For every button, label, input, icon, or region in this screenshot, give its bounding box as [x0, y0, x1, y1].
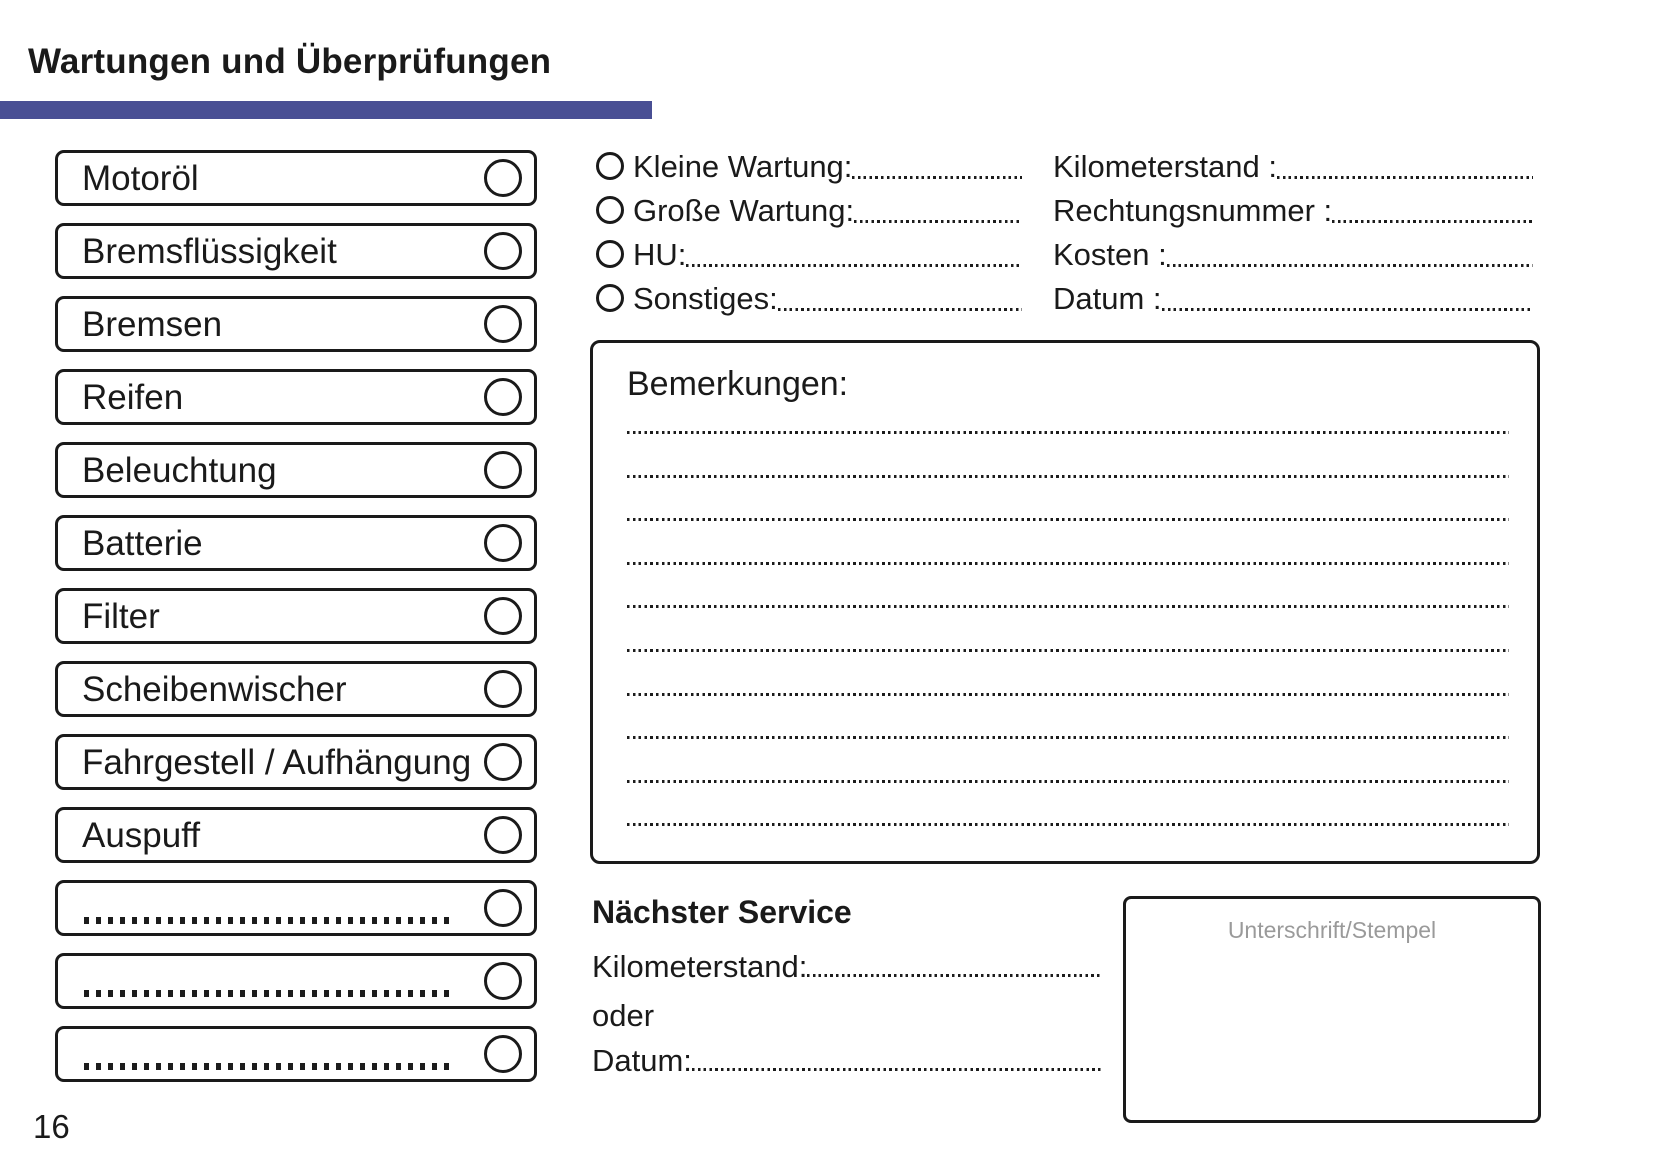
- title-underline-bar: [0, 101, 652, 119]
- check-circle[interactable]: [484, 597, 522, 635]
- checklist-item-label: Beleuchtung: [82, 450, 277, 490]
- checklist-item-label: Fahrgestell / Aufhängung: [82, 742, 472, 782]
- checklist-item-beleuchtung: [55, 442, 537, 498]
- remarks-box: [590, 340, 1540, 864]
- checklist-item-label: Bremsflüssigkeit: [82, 231, 337, 271]
- checklist-item-label: Motoröl: [82, 158, 199, 198]
- next-service-title: Nächster Service: [592, 894, 852, 930]
- check-circle[interactable]: [484, 524, 522, 562]
- fill-in-line: [778, 308, 1022, 311]
- ruled-line: [627, 736, 1509, 739]
- fill-in-line: [1277, 176, 1533, 179]
- ruled-line: [627, 823, 1509, 826]
- field-kilometerstand: [1053, 146, 1533, 186]
- radio-circle[interactable]: [596, 196, 624, 224]
- ruled-line: [627, 649, 1509, 652]
- blank-fill-line: [84, 990, 454, 997]
- checklist-item-label: Batterie: [82, 523, 203, 563]
- field-rechtungsnummer: [1053, 190, 1533, 230]
- fill-in-line: [807, 974, 1102, 977]
- ruled-line: [627, 431, 1509, 434]
- ruled-line: [627, 518, 1509, 521]
- checklist-item-custom-1: [55, 880, 537, 936]
- check-circle[interactable]: [484, 159, 522, 197]
- ruled-line: [627, 475, 1509, 478]
- field-label: Kosten :: [1053, 236, 1167, 272]
- check-circle[interactable]: [484, 889, 522, 927]
- field-label: Datum :: [1053, 280, 1162, 316]
- check-circle[interactable]: [484, 378, 522, 416]
- fill-in-line: [1167, 264, 1533, 267]
- page-number: 16: [33, 1108, 70, 1145]
- radio-circle[interactable]: [596, 284, 624, 312]
- page-title: Wartungen und Überprüfungen: [28, 42, 552, 81]
- service-type-options: [596, 146, 1022, 322]
- checklist-item-label: Filter: [82, 596, 160, 636]
- check-circle[interactable]: [484, 232, 522, 270]
- next-service-kilometerstand: [592, 948, 1102, 984]
- field-kosten: [1053, 234, 1533, 274]
- blank-fill-line: [84, 917, 454, 924]
- ruled-line: [627, 693, 1509, 696]
- check-circle[interactable]: [484, 670, 522, 708]
- checklist-item-scheibenwischer: [55, 661, 537, 717]
- fill-in-line: [854, 220, 1022, 223]
- field-datum: [1053, 278, 1533, 318]
- checklist-item-motoroel: [55, 150, 537, 206]
- checklist-item-reifen: [55, 369, 537, 425]
- checklist-item-bremsfluessigkeit: [55, 223, 537, 279]
- checklist-item-auspuff: [55, 807, 537, 863]
- ruled-line: [627, 780, 1509, 783]
- checklist-item-custom-2: [55, 953, 537, 1009]
- checklist-item-label: Scheibenwischer: [82, 669, 347, 709]
- field-label: oder: [592, 997, 655, 1033]
- check-circle[interactable]: [484, 743, 522, 781]
- option-kleine-wartung: [596, 146, 1022, 186]
- option-label: Kleine Wartung:: [633, 148, 853, 184]
- checklist-item-custom-3: [55, 1026, 537, 1082]
- check-circle[interactable]: [484, 816, 522, 854]
- radio-circle[interactable]: [596, 240, 624, 268]
- field-label: Datum:: [592, 1042, 692, 1078]
- checklist-item-label: Auspuff: [82, 815, 201, 855]
- ruled-line: [627, 605, 1509, 608]
- option-sonstiges: [596, 278, 1022, 318]
- check-circle[interactable]: [484, 305, 522, 343]
- check-circle[interactable]: [484, 962, 522, 1000]
- signature-label: Unterschrift/Stempel: [1227, 917, 1437, 943]
- fill-in-line: [686, 264, 1022, 267]
- checklist-item-label: Bremsen: [82, 304, 223, 344]
- fill-in-line: [1162, 308, 1533, 311]
- option-label: Große Wartung:: [633, 192, 855, 228]
- radio-circle[interactable]: [596, 152, 624, 180]
- option-hu: [596, 234, 1022, 274]
- option-label: HU:: [633, 236, 687, 272]
- checklist-item-bremsen: [55, 296, 537, 352]
- checklist-item-label: Reifen: [82, 377, 184, 417]
- checklist-item-fahrgestell: [55, 734, 537, 790]
- check-circle[interactable]: [484, 451, 522, 489]
- next-service-or: [592, 997, 792, 1033]
- field-label: Kilometerstand:: [592, 948, 808, 984]
- option-grosse-wartung: [596, 190, 1022, 230]
- signature-box: [1123, 896, 1541, 1123]
- check-circle[interactable]: [484, 1035, 522, 1073]
- field-label: Kilometerstand :: [1053, 148, 1277, 184]
- ruled-line: [627, 562, 1509, 565]
- field-label: Rechtungsnummer :: [1053, 192, 1333, 228]
- checklist-item-filter: [55, 588, 537, 644]
- next-service-datum: [592, 1042, 1102, 1078]
- remarks-lines: [627, 431, 1509, 867]
- fill-in-line: [852, 176, 1022, 179]
- checklist-item-batterie: [55, 515, 537, 571]
- fill-in-line: [1332, 220, 1533, 223]
- option-label: Sonstiges:: [633, 280, 778, 316]
- service-info-fields: [1053, 146, 1533, 322]
- remarks-title: Bemerkungen:: [627, 365, 849, 403]
- blank-fill-line: [84, 1063, 454, 1070]
- fill-in-line: [692, 1068, 1102, 1071]
- maintenance-checklist: [55, 150, 537, 1099]
